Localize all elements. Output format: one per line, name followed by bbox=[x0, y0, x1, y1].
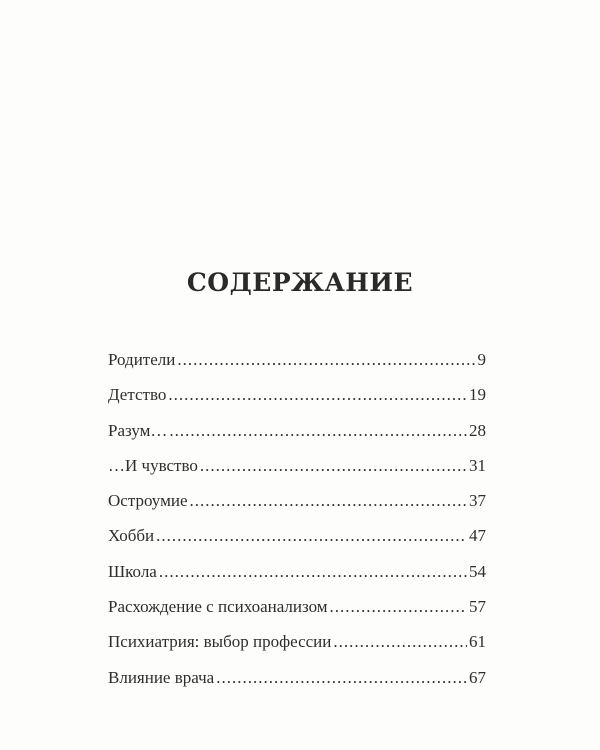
dot-leader bbox=[159, 562, 467, 582]
toc-entry-page: 54 bbox=[469, 561, 486, 581]
dot-leader bbox=[200, 456, 467, 476]
toc-entry bbox=[108, 385, 486, 420]
toc-entry-page: 67 bbox=[469, 667, 486, 687]
dot-leader bbox=[190, 491, 468, 511]
dot-leader bbox=[330, 597, 467, 617]
dot-leader bbox=[177, 350, 475, 370]
toc-entry-page: 57 bbox=[469, 597, 486, 617]
toc-entry-page: 47 bbox=[469, 526, 486, 546]
toc-entry-page: 31 bbox=[469, 455, 486, 475]
toc-entry-label: Разум… bbox=[108, 420, 168, 440]
toc-entry-label: Расхождение с психоанализом bbox=[108, 597, 328, 617]
page-title: СОДЕРЖАНИЕ bbox=[186, 268, 414, 297]
toc-entry bbox=[108, 456, 486, 491]
toc-entry bbox=[108, 526, 486, 561]
dot-leader bbox=[168, 385, 467, 405]
dot-leader bbox=[169, 421, 467, 441]
toc-entry-label: Хобби bbox=[108, 526, 155, 546]
toc-entry bbox=[108, 668, 486, 703]
toc-entry bbox=[108, 421, 486, 456]
dot-leader bbox=[156, 526, 467, 546]
toc-entry-label: Детство bbox=[108, 385, 167, 405]
toc-entry-page: 61 bbox=[469, 632, 486, 652]
dot-leader bbox=[216, 668, 467, 688]
toc-entry-label: Влияние врача bbox=[108, 667, 215, 687]
toc-entry bbox=[108, 597, 486, 632]
toc-entry bbox=[108, 350, 486, 385]
toc-entry-label: Психиатрия: выбор профессии bbox=[108, 632, 332, 652]
toc-entry-label: Школа bbox=[108, 561, 157, 581]
toc-entry bbox=[108, 632, 486, 667]
dot-leader bbox=[333, 632, 467, 652]
toc-entry-label: Родители bbox=[108, 350, 176, 369]
toc-entry-page: 9 bbox=[477, 350, 486, 369]
toc-entry-label: …И чувство bbox=[108, 455, 198, 475]
toc-entry-page: 37 bbox=[469, 491, 486, 511]
toc-entry bbox=[108, 491, 486, 526]
table-of-contents bbox=[108, 350, 486, 703]
toc-entry bbox=[108, 562, 486, 597]
toc-entry-page: 19 bbox=[469, 385, 486, 405]
toc-entry-label: Остроумие bbox=[108, 491, 188, 511]
toc-entry-page: 28 bbox=[469, 420, 486, 440]
